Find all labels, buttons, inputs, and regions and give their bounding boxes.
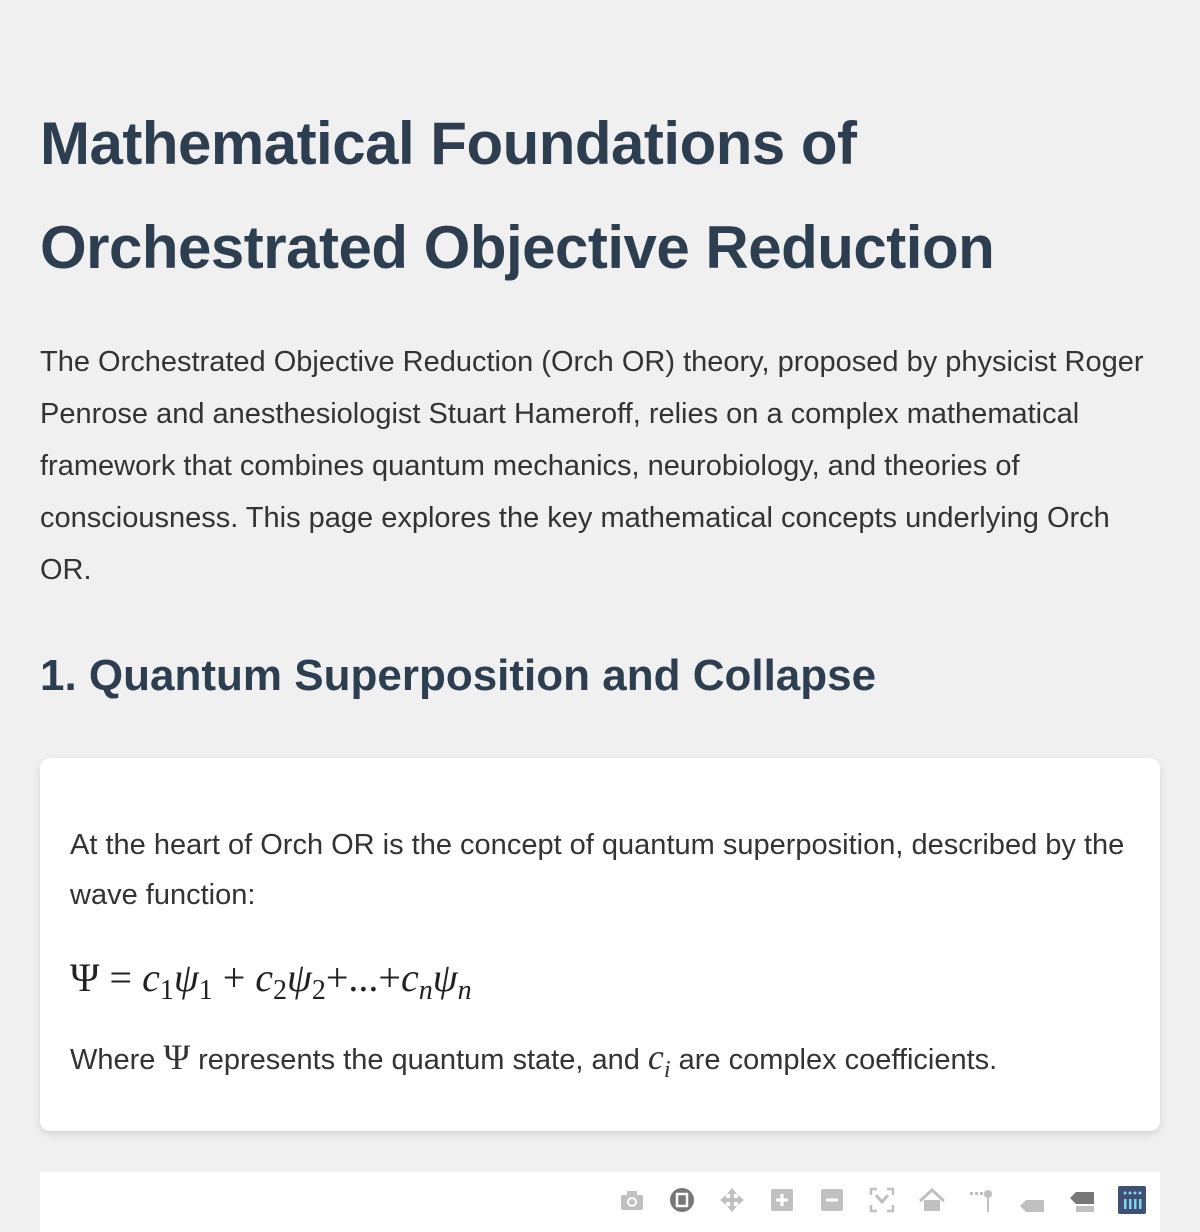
pan-icon[interactable] — [716, 1184, 748, 1216]
zoom-icon[interactable] — [666, 1184, 698, 1216]
section-card — [40, 758, 1160, 1131]
spikelines-icon[interactable] — [966, 1184, 998, 1216]
zoom-in-icon[interactable] — [766, 1184, 798, 1216]
hover-compare-icon[interactable] — [1066, 1184, 1098, 1216]
equation-note: Where Ψ represents the quantum state, and $c_i$ are complex coefficients. — [70, 1037, 998, 1083]
home-icon[interactable] — [916, 1184, 948, 1216]
wave-function-equation: $\Psi = c_1\psi_1 + c_2\psi_2+...+c_n\psi_n$ — [70, 955, 472, 1006]
plot-modebar — [616, 1184, 1148, 1216]
autoscale-icon[interactable] — [866, 1184, 898, 1216]
plotly-logo-icon[interactable] — [1116, 1184, 1148, 1216]
intro-paragraph: The Orchestrated Objective Reduction (Orch OR) theory, proposed by physicist Roger Penrose and anesthesiologist Stuart Hameroff, relies on a complex mathematical framework that combines quantum mechanics, neurobiology, and theories of consciousness. This page explores the key mathematical concepts underlying Orch OR. — [40, 346, 1144, 586]
page-title: Mathematical Foundations of Orchestrated Objective Reduction — [40, 110, 995, 281]
section-heading: 1. Quantum Superposition and Collapse — [40, 651, 877, 700]
hover-closest-icon[interactable] — [1016, 1184, 1048, 1216]
section-paragraph: At the heart of Orch OR is the concept of quantum superposition, described by the wave function: — [70, 829, 1125, 911]
plot-container — [40, 1172, 1160, 1232]
camera-icon[interactable] — [616, 1184, 648, 1216]
zoom-out-icon[interactable] — [816, 1184, 848, 1216]
